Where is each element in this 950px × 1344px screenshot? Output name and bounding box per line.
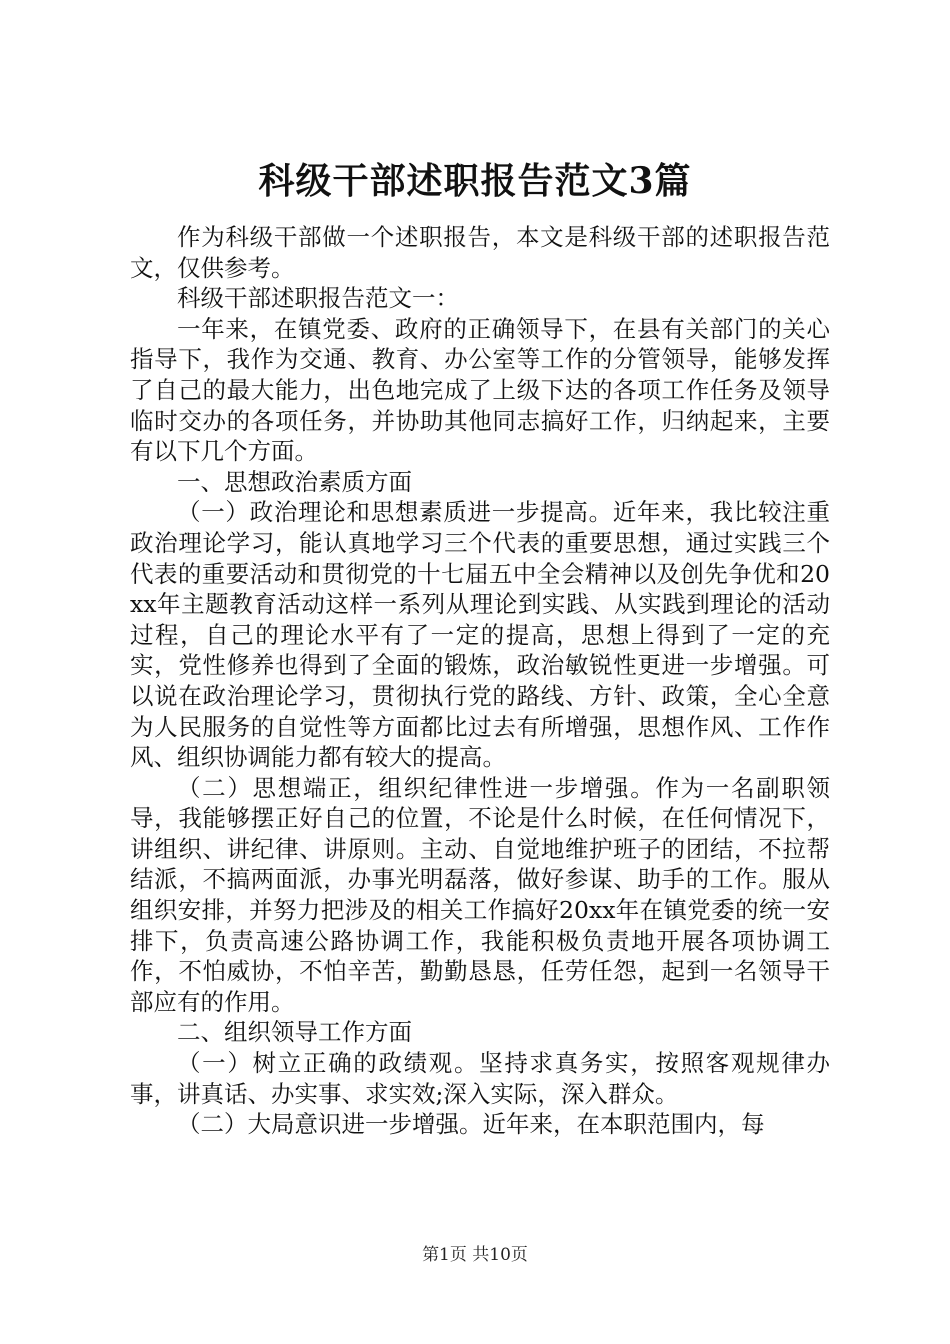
intro-paragraph: 作为科级干部做一个述职报告，本文是科级干部的述职报告范文，仅供参考。: [130, 223, 830, 282]
body-paragraph: （一）政治理论和思想素质进一步提高。近年来，我比较注重政治理论学习，能认真地学习三个代表的重要思想，通过实践三个代表的重要活动和贯彻党的十七届五中全会精神以及创先争优和20xx年主题教育活动这样一系列从理论到实践、从实践到理论的活动过程，自己的理论水平有了一定的提高，思想上得到了一定的充实，党性修养也得到了全面的锻炼，政治敏锐性更进一步增强。可以说在政治理论学习，贯彻执行党的路线、方针、政策，全心全意为人民服务的自觉性等方面都比过去有所增强，思想作风、工作作风、组织协调能力都有较大的提高。: [130, 498, 830, 772]
section-heading-sample-one: 科级干部述职报告范文一：: [177, 284, 459, 313]
document-body: [130, 222, 830, 1140]
body-paragraph: 一年来，在镇党委、政府的正确领导下，在县有关部门的关心指导下，我作为交通、教育、办公室等工作的分管领导，能够发挥了自己的最大能力，出色地完成了上级下达的各项工作任务及领导临时交办的各项任务，并协助其他同志搞好工作，归纳起来，主要有以下几个方面。: [130, 314, 830, 466]
document-title: 科级干部述职报告范文3篇: [258, 160, 692, 202]
body-paragraph: （一）树立正确的政绩观。坚持求真务实，按照客观规律办事，讲真话、办实事、求实效;深入实际，深入群众。: [130, 1049, 830, 1108]
section-heading: 一、思想政治素质方面: [177, 467, 412, 496]
section-heading: 二、组织领导工作方面: [177, 1018, 412, 1047]
body-paragraph: （二）思想端正，组织纪律性进一步增强。作为一名副职领导，我能够摆正好自己的位置，不论是什么时候，在任何情况下，讲组织、讲纪律、讲原则。主动、自觉地维护班子的团结，不拉帮结派，不搞两面派，办事光明磊落，做好参谋、助手的工作。服从组织安排，并努力把涉及的相关工作搞好20xx年在镇党委的统一安排下，负责高速公路协调工作，我能积极负责地开展各项协调工作，不怕威协，不怕辛苦，勤勤恳恳，任劳任怨，起到一名领导干部应有的作用。: [130, 773, 830, 1016]
page-number-footer: 第1页 共10页: [422, 1245, 528, 1265]
body-paragraph: （二）大局意识进一步增强。近年来，在本职范围内，每: [177, 1110, 765, 1139]
